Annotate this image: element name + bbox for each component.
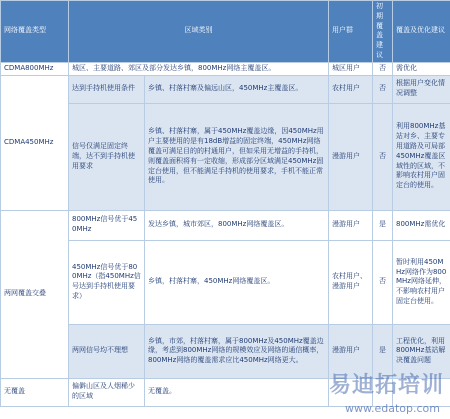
initial-cell: 否 [373, 62, 393, 75]
condition-cell: 信号仅满足固定终端，达不到手持机使用要求 [69, 103, 145, 210]
table-row [1, 75, 450, 103]
condition-cell: 偏僻山区及人烟稀少的区域 [69, 378, 145, 406]
initial-cell: 否 [373, 103, 393, 210]
area-cell: 乡镇，村落村寨，450MHz网络覆盖区。 [145, 240, 329, 324]
area-cell: 乡镇，市郊，村落村寨，属于800MHz及450MHz覆盖边缘，考虑到800MHz网络的规模效应及网络的通信概率，800MHz网络的覆盖需求应比450MHz网络更大。 [145, 324, 329, 378]
area-cell: 乡镇、村落村寨，属于450MHz覆盖边缘，因450MHz用户主要使用的是有18dB增益的固定终端，450MHz网络覆盖可满足目的的村通用户，但如采用无增益的手持机，则覆盖面积将有一定收缩，形成部分区域满足450MHz固定台使用，但不能满足手持机的使用要求，手机不能正常使用。 [145, 103, 329, 210]
advice-cell: 工程优化，利用800MHz基站解决覆盖问题 [393, 324, 450, 378]
condition-cell: 450MHz信号优于800MHz（指450MHz信号达到手持机使用要求） [69, 240, 145, 324]
advice-cell: 800MHz需优化 [393, 210, 450, 240]
network-type-cell: CDMA800MHz [1, 62, 69, 75]
watermark-url: www.edatop.com [345, 402, 440, 415]
initial-cell: 否 [373, 240, 393, 324]
users-cell: 农村用户、漫游用户 [329, 240, 373, 324]
area-cell: 城区、主要道路、郊区及部分发达乡镇，800MHz网络主覆盖区。 [69, 62, 329, 75]
initial-cell: 是 [373, 324, 393, 378]
initial-cell: 否 [373, 75, 393, 103]
table-row [1, 103, 450, 210]
header-initial-advice: 初期覆盖建议 [373, 1, 393, 63]
advice-cell: 暂时利用450MHz网络作为800MHz网络延伸，不影响农村用户固定台使用。 [393, 240, 450, 324]
advice-cell: 利用800MHz基站对乡、主要专用道路及可局部450MHz覆盖区域性的区域，不影响农村用户固定台的使用。 [393, 103, 450, 210]
initial-cell: 是 [373, 210, 393, 240]
area-cell: 发达乡镇，城市郊区，800MHz网络覆盖区。 [145, 210, 329, 240]
users-cell: 漫游用户 [329, 324, 373, 378]
header-row [1, 1, 450, 63]
users-cell: 城区用户 [329, 62, 373, 75]
header-network-type: 网络覆盖类型 [1, 1, 69, 63]
advice-cell: 根据用户变化情况调整 [393, 75, 450, 103]
users-cell: 漫游用户 [329, 210, 373, 240]
table-row [1, 210, 450, 240]
network-type-cell: CDMA450MHz [1, 75, 69, 210]
users-cell: 农村用户 [329, 75, 373, 103]
condition-cell: 800MHz信号优于450MHz [69, 210, 145, 240]
header-user-group: 用户群 [329, 1, 373, 63]
network-type-cell: 两网覆盖交叠 [1, 210, 69, 378]
network-type-cell: 无覆盖 [1, 378, 69, 406]
header-optimization-advice: 覆盖及优化建议 [393, 1, 450, 63]
table-row [1, 62, 450, 75]
advice-cell: 需优化 [393, 62, 450, 75]
area-cell: 乡镇、村落村寨及偏远山区，450MHz主覆盖区。 [145, 75, 329, 103]
area-cell: 无覆盖。 [145, 378, 329, 406]
condition-cell: 达到手持机使用条件 [69, 75, 145, 103]
condition-cell: 两网信号均不理想 [69, 324, 145, 378]
table-row [1, 240, 450, 324]
header-area-category: 区域类别 [69, 1, 329, 63]
watermark-logo: 易迪拓培训 [328, 373, 444, 398]
users-cell: 漫游用户 [329, 103, 373, 210]
